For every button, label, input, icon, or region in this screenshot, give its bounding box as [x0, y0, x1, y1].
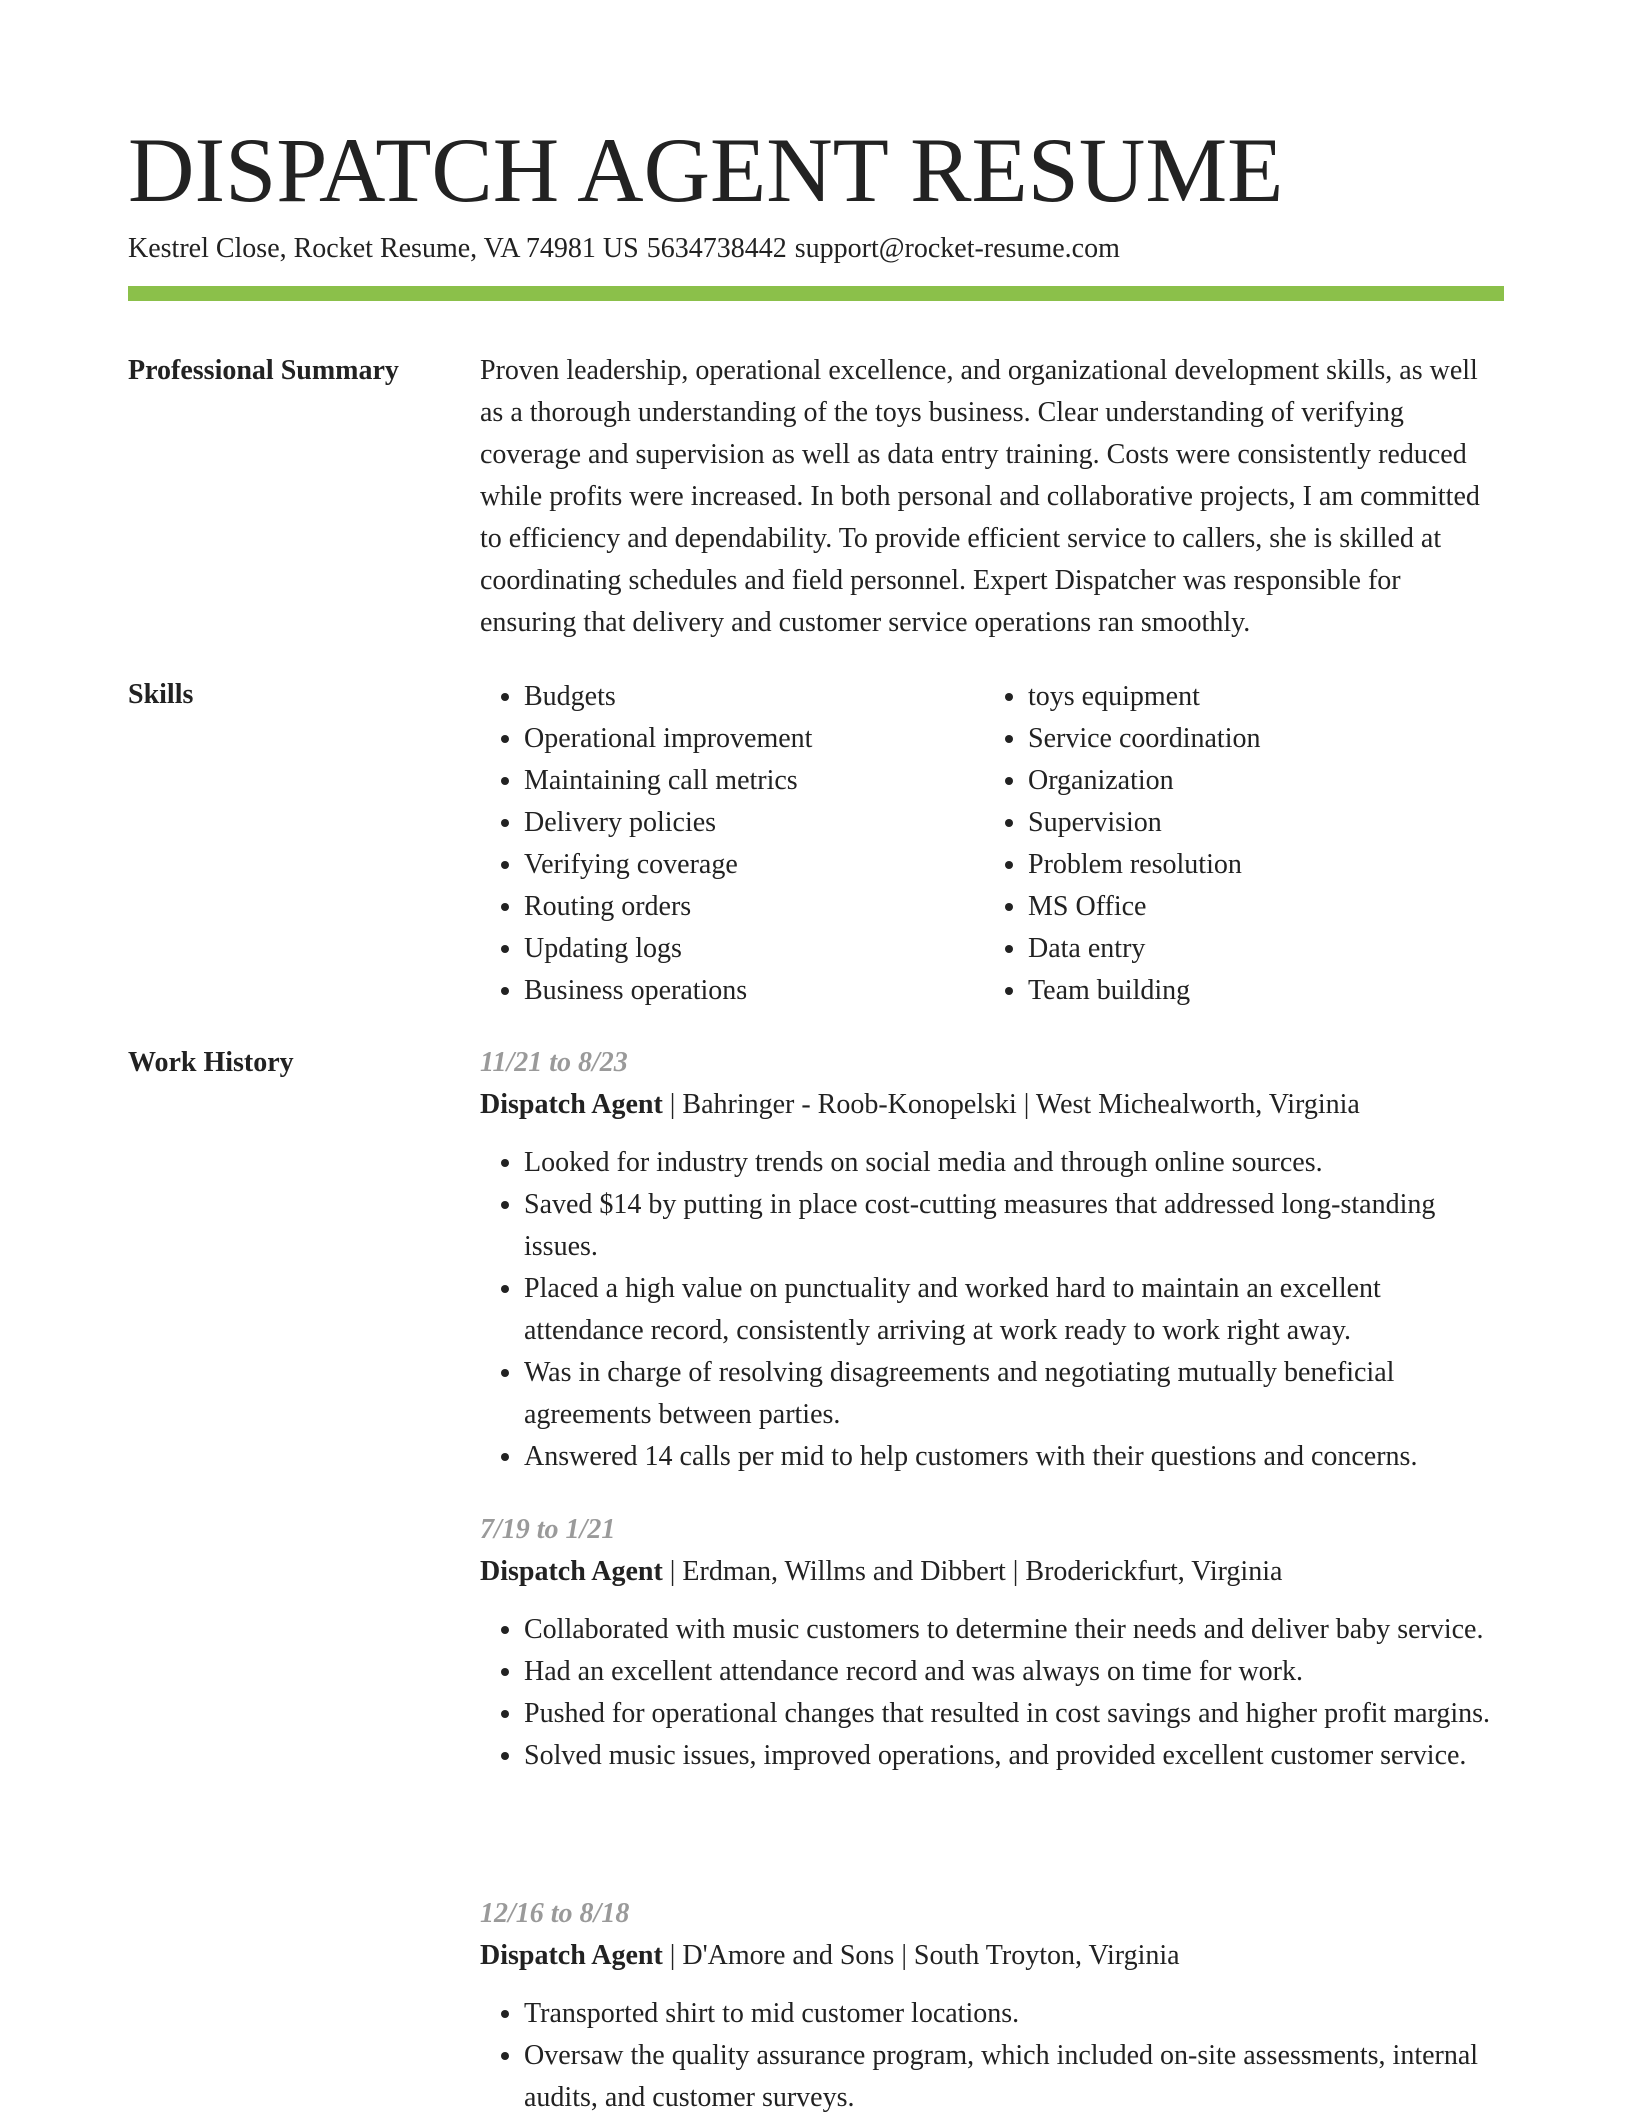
skill-item: • Budgets: [524, 676, 984, 718]
job-bullet: • Collaborated with music customers to determine their needs and deliver baby service.: [524, 1609, 1504, 1651]
job-bullet: • Oversaw the quality assurance program, which included on-site assessments, internal audits, and customer surveys.: [524, 2035, 1504, 2119]
job-title: Dispatch Agent: [480, 1940, 663, 1971]
job-bullet: • Transported shirt to mid customer locations.: [524, 1993, 1504, 2035]
skills-heading: Skills: [128, 679, 194, 710]
skill-item: • Problem resolution: [1028, 844, 1508, 886]
skills-list-left: [480, 676, 984, 1012]
contact-email: support@rocket-resume.com: [794, 233, 1120, 264]
skill-item: • Routing orders: [524, 886, 984, 928]
job-bullets: [480, 1609, 1504, 1777]
contact-address: Kestrel Close, Rocket Resume, VA 74981 US: [128, 233, 639, 264]
job-bullets: [480, 1993, 1504, 2119]
job-role-line: [480, 1935, 1504, 1977]
job-entry: [480, 1509, 1504, 1777]
job-employer-location: | Erdman, Willms and Dibbert | Broderickfurt, Virginia: [662, 1556, 1283, 1587]
resume-title: DISPATCH AGENT RESUME: [128, 119, 1284, 221]
skill-item: • Delivery policies: [524, 802, 984, 844]
job-role-line: [480, 1084, 1504, 1126]
header-divider: [128, 286, 1504, 301]
skill-item: • Operational improvement: [524, 718, 984, 760]
job-dates: 12/16 to 8/18: [480, 1898, 630, 1929]
skill-item: • Organization: [1028, 760, 1508, 802]
summary-text: Proven leadership, operational excellence, and organizational development skills, as well as a thorough understanding of the toys business. Clear understanding of verifying coverage and supervision as well as data entry training. Costs were consistently reduced while profits were increased. In both personal and collaborative projects, I am committed to efficiency and dependability. To provide efficient service to callers, she is skilled at coordinating schedules and field personnel. Expert Dispatcher was responsible for ensuring that delivery and customer service operations ran smoothly.: [480, 355, 1480, 638]
job-bullets: [480, 1142, 1504, 1478]
job-bullet: • Was in charge of resolving disagreements and negotiating mutually beneficial agreements between parties.: [524, 1352, 1504, 1436]
job-bullet: • Answered 14 calls per mid to help customers with their questions and concerns.: [524, 1436, 1504, 1478]
job-bullet: • Pushed for operational changes that resulted in cost savings and higher profit margins.: [524, 1693, 1504, 1735]
skill-item: • Business operations: [524, 970, 984, 1012]
job-employer-location: | Bahringer - Roob-Konopelski | West Michealworth, Virginia: [662, 1089, 1360, 1120]
job-employer-location: | D'Amore and Sons | South Troyton, Virginia: [662, 1940, 1180, 1971]
job-entry: [480, 1042, 1504, 1478]
skill-item: • Verifying coverage: [524, 844, 984, 886]
job-title: Dispatch Agent: [480, 1556, 663, 1587]
skill-item: • Team building: [1028, 970, 1508, 1012]
summary-heading: Professional Summary: [128, 355, 399, 386]
job-bullet: • Placed a high value on punctuality and worked hard to maintain an excellent attendance record, consistently arriving at work ready to work right away.: [524, 1268, 1504, 1352]
skill-item: • Updating logs: [524, 928, 984, 970]
skill-item: • Data entry: [1028, 928, 1508, 970]
skill-item: • MS Office: [1028, 886, 1508, 928]
job-bullet: • Had an excellent attendance record and was always on time for work.: [524, 1651, 1504, 1693]
job-dates: 11/21 to 8/23: [480, 1047, 628, 1078]
skill-item: • Supervision: [1028, 802, 1508, 844]
job-bullet: • Saved $14 by putting in place cost-cutting measures that addressed long-standing issues.: [524, 1184, 1504, 1268]
job-bullet: • Solved music issues, improved operations, and provided excellent customer service.: [524, 1735, 1504, 1777]
skill-item: • toys equipment: [1028, 676, 1508, 718]
job-title: Dispatch Agent: [480, 1089, 663, 1120]
job-entry: [480, 1893, 1504, 2119]
work-history-heading: Work History: [128, 1047, 294, 1078]
skill-item: • Maintaining call metrics: [524, 760, 984, 802]
job-dates: 7/19 to 1/21: [480, 1514, 616, 1545]
contact-phone: 5634738442: [646, 233, 787, 264]
contact-line: [128, 230, 1120, 268]
skills-list-right: [984, 676, 1508, 1012]
skill-item: • Service coordination: [1028, 718, 1508, 760]
job-bullet: • Looked for industry trends on social media and through online sources.: [524, 1142, 1504, 1184]
job-role-line: [480, 1551, 1504, 1593]
